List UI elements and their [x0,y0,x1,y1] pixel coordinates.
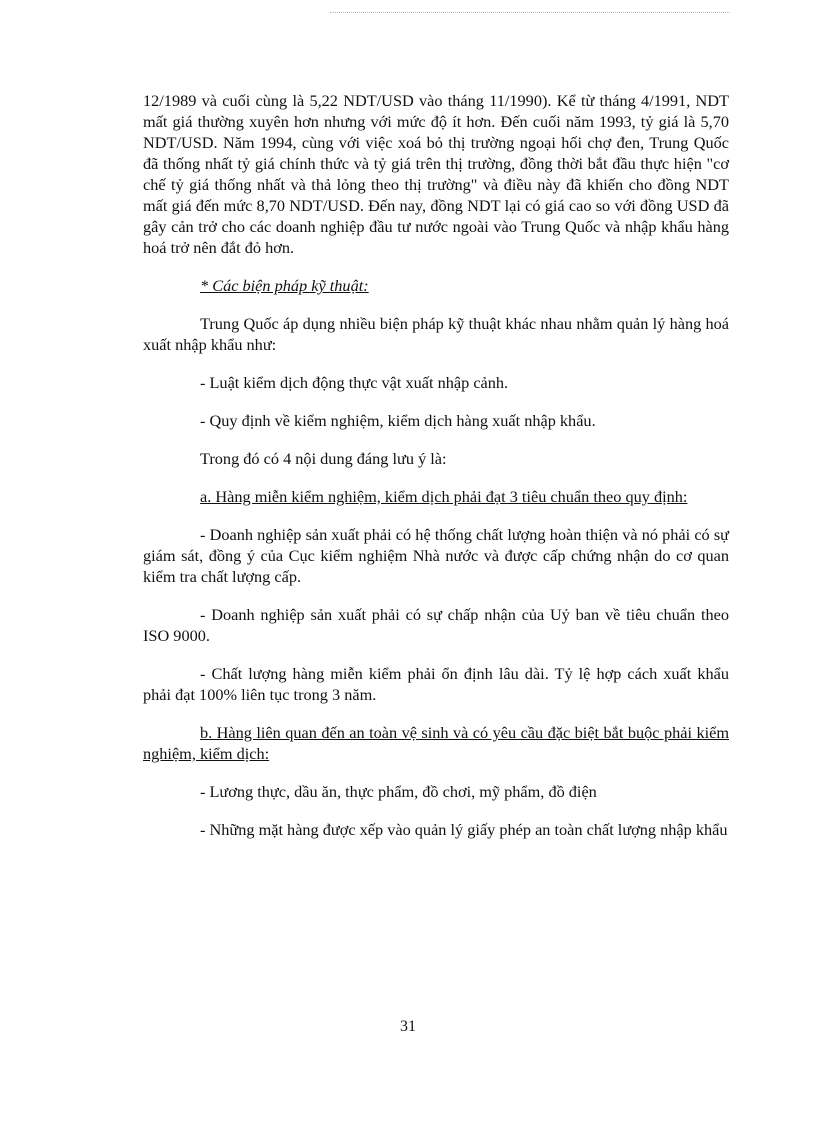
paragraph-technical-intro: Trung Quốc áp dụng nhiều biện pháp kỹ thuật khác nhau nhằm quản lý hàng hoá xuất nhập khẩu như: [143,314,729,354]
heading-technical-measures [143,275,729,296]
body-text [143,90,729,857]
list-item-inspection-rules: - Quy định về kiểm nghiệm, kiểm dịch hàng xuất nhập khẩu. [200,411,596,430]
list-item-quality-system: - Doanh nghiệp sản xuất phải có hệ thống chất lượng hoàn thiện và nó phải có sự giám sát, đồng ý của Cục kiểm nghiệm Nhà nước và được cấp chứng nhận do cơ quan kiểm tra chất lượng cấp. [143,525,729,586]
list-item-food-toys: - Lương thực, dầu ăn, thực phẩm, đồ chơi, mỹ phẩm, đồ điện [200,782,597,801]
page-number: 31 [400,1018,416,1035]
list-item-iso-9000: - Doanh nghiệp sản xuất phải có sự chấp nhận của Uỷ ban về tiêu chuẩn theo ISO 9000. [143,605,729,645]
paragraph-four-points: Trong đó có 4 nội dung đáng lưu ý là: [200,449,447,468]
list-item-stable-quality: - Chất lượng hàng miễn kiểm phải ổn định lâu dài. Tỷ lệ hợp cách xuất khẩu phải đạt 100% liên tục trong 3 năm. [143,664,729,704]
scan-artifact-line [330,12,730,13]
heading-a-exempt-goods: a. Hàng miễn kiểm nghiệm, kiểm dịch phải đạt 3 tiêu chuẩn theo quy định: [200,487,688,506]
heading-b-safety-goods: b. Hàng liên quan đến an toàn vệ sinh và có yêu cầu đặc biệt bắt buộc phải kiểm nghiệm, kiểm dịch: [143,723,729,763]
list-item-quarantine-law: - Luật kiểm dịch động thực vật xuất nhập cảnh. [200,373,509,392]
list-item-import-license: - Những mặt hàng được xếp vào quản lý giấy phép an toàn chất lượng nhập khẩu [200,820,728,839]
paragraph-exchange-rate: 12/1989 và cuối cùng là 5,22 NDT/USD vào tháng 11/1990). Kể từ tháng 4/1991, NDT mất giá thường xuyên hơn nhưng với mức độ ít hơn. Đến cuối năm 1993, tỷ giá là 5,70 NDT/USD. Năm 1994, cùng với việc xoá bỏ thị trường ngoại hối chợ đen, Trung Quốc đã thống nhất tỷ giá chính thức và tỷ giá trên thị trường, đồng thời bắt đầu thực hiện "cơ chế tỷ giá thống nhất và thả lỏng theo thị trường" và điều này đã khiến cho đồng NDT mất giá đến mức 8,70 NDT/USD. Đến nay, đồng NDT lại có giá cao so với đồng USD đã gây cản trở cho các doanh nghiệp đầu tư nước ngoài vào Trung Quốc và nhập khẩu hàng hoá trở nên đắt đỏ hơn. [143,91,729,257]
heading-technical-measures-text: * Các biện pháp kỹ thuật: [200,276,369,295]
